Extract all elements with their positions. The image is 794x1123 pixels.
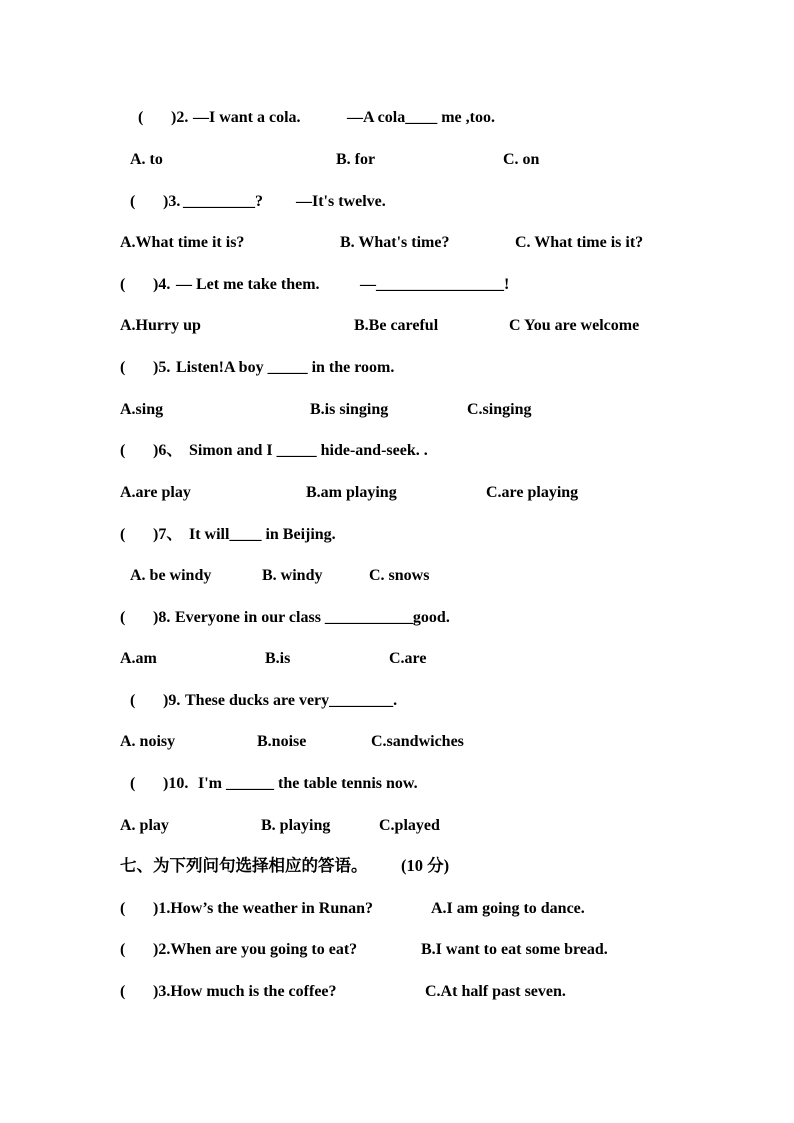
option-a: A.are play — [120, 484, 191, 501]
match-question: )2.When are you going to eat? — [153, 941, 358, 958]
option-c: C.played — [379, 817, 440, 834]
match-item-3 — [0, 982, 566, 1002]
option-b: B. playing — [261, 817, 331, 834]
option-c: C. snows — [369, 567, 430, 584]
question-6 — [0, 441, 428, 461]
question-10 — [0, 774, 418, 794]
option-b: B. windy — [262, 567, 323, 584]
question-reply: —________________! — [360, 276, 510, 293]
question-number: )8. — [153, 609, 171, 626]
option-a: A.am — [120, 650, 157, 667]
question-2 — [0, 108, 495, 128]
question-stem: It will____ in Beijing. — [189, 526, 336, 543]
question-stem: These ducks are very________. — [185, 692, 398, 709]
answer-paren-open: ( — [130, 193, 136, 210]
question-stem: I'm ______ the table tennis now. — [198, 775, 418, 792]
option-a: A. noisy — [120, 733, 176, 750]
answer-paren-open: ( — [120, 900, 126, 917]
question-number: )10. — [163, 775, 189, 792]
match-item-1 — [0, 899, 585, 919]
option-a: A. be windy — [130, 567, 212, 584]
options-7 — [0, 566, 430, 586]
answer-paren-open: ( — [120, 359, 126, 376]
question-4 — [0, 275, 510, 295]
option-b: B.Be careful — [354, 317, 439, 334]
question-number: )5. — [153, 359, 171, 376]
match-item-2 — [0, 940, 608, 960]
options-8 — [0, 649, 427, 669]
question-number: )4. — [153, 276, 171, 293]
option-a: A. to — [130, 151, 163, 168]
question-9 — [0, 691, 398, 711]
question-8 — [0, 608, 450, 628]
answer-paren-open: ( — [120, 983, 126, 1000]
option-b: B.is — [265, 650, 291, 667]
question-stem: — Let me take them. — [176, 276, 320, 293]
option-c: C.sandwiches — [371, 733, 464, 750]
option-a: A. play — [120, 817, 169, 834]
option-a: A.Hurry up — [120, 317, 201, 334]
question-5 — [0, 358, 395, 378]
answer-paren-open: ( — [120, 526, 126, 543]
match-question: )1.How’s the weather in Runan? — [153, 900, 374, 917]
question-stem: _________? — [183, 193, 263, 210]
section-title: 七、为下列问句选择相应的答语。 — [120, 856, 368, 875]
option-c: C. What time is it? — [515, 234, 644, 251]
answer-paren-open: ( — [138, 109, 144, 126]
match-question: )3.How much is the coffee? — [153, 983, 337, 1000]
question-7 — [0, 525, 336, 545]
answer-paren-open: ( — [130, 692, 136, 709]
options-6 — [0, 483, 579, 503]
question-3 — [0, 192, 386, 212]
question-number: )2. — [171, 109, 189, 126]
option-c: C You are welcome — [509, 317, 640, 334]
option-c: C.are playing — [486, 484, 579, 501]
question-reply: —A cola____ me ,too. — [347, 109, 495, 126]
options-9 — [0, 732, 464, 752]
answer-paren-open: ( — [130, 775, 136, 792]
question-number: )6、 — [153, 442, 183, 459]
answer-paren-open: ( — [120, 442, 126, 459]
question-stem: Everyone in our class ___________good. — [175, 609, 450, 626]
option-b: B.am playing — [306, 484, 397, 501]
match-answer: C.At half past seven. — [425, 983, 566, 1000]
option-c: C.singing — [467, 401, 532, 418]
option-b: B.is singing — [310, 401, 389, 418]
match-answer: B.I want to eat some bread. — [421, 941, 608, 958]
option-a: A.What time it is? — [120, 234, 245, 251]
options-4 — [0, 316, 640, 336]
option-b: B. What's time? — [340, 234, 450, 251]
question-number: )3. — [163, 193, 181, 210]
section-score: (10 分) — [401, 856, 450, 875]
question-stem: Listen!A boy _____ in the room. — [176, 359, 395, 376]
question-stem: Simon and I _____ hide-and-seek. . — [189, 442, 428, 459]
option-b: B.noise — [257, 733, 307, 750]
options-5 — [0, 400, 532, 420]
answer-paren-open: ( — [120, 609, 126, 626]
option-c: C.are — [389, 650, 427, 667]
answer-paren-open: ( — [120, 941, 126, 958]
question-number: )9. — [163, 692, 181, 709]
options-2 — [0, 150, 540, 170]
options-10 — [0, 816, 440, 836]
options-3 — [0, 233, 644, 253]
section-7-heading — [0, 856, 450, 876]
question-stem: —I want a cola. — [193, 109, 301, 126]
match-answer: A.I am going to dance. — [431, 900, 585, 917]
answer-paren-open: ( — [120, 276, 126, 293]
option-c: C. on — [503, 151, 540, 168]
question-number: )7、 — [153, 526, 183, 543]
option-a: A.sing — [120, 401, 164, 418]
question-reply: —It's twelve. — [296, 193, 386, 210]
option-b: B. for — [336, 151, 376, 168]
